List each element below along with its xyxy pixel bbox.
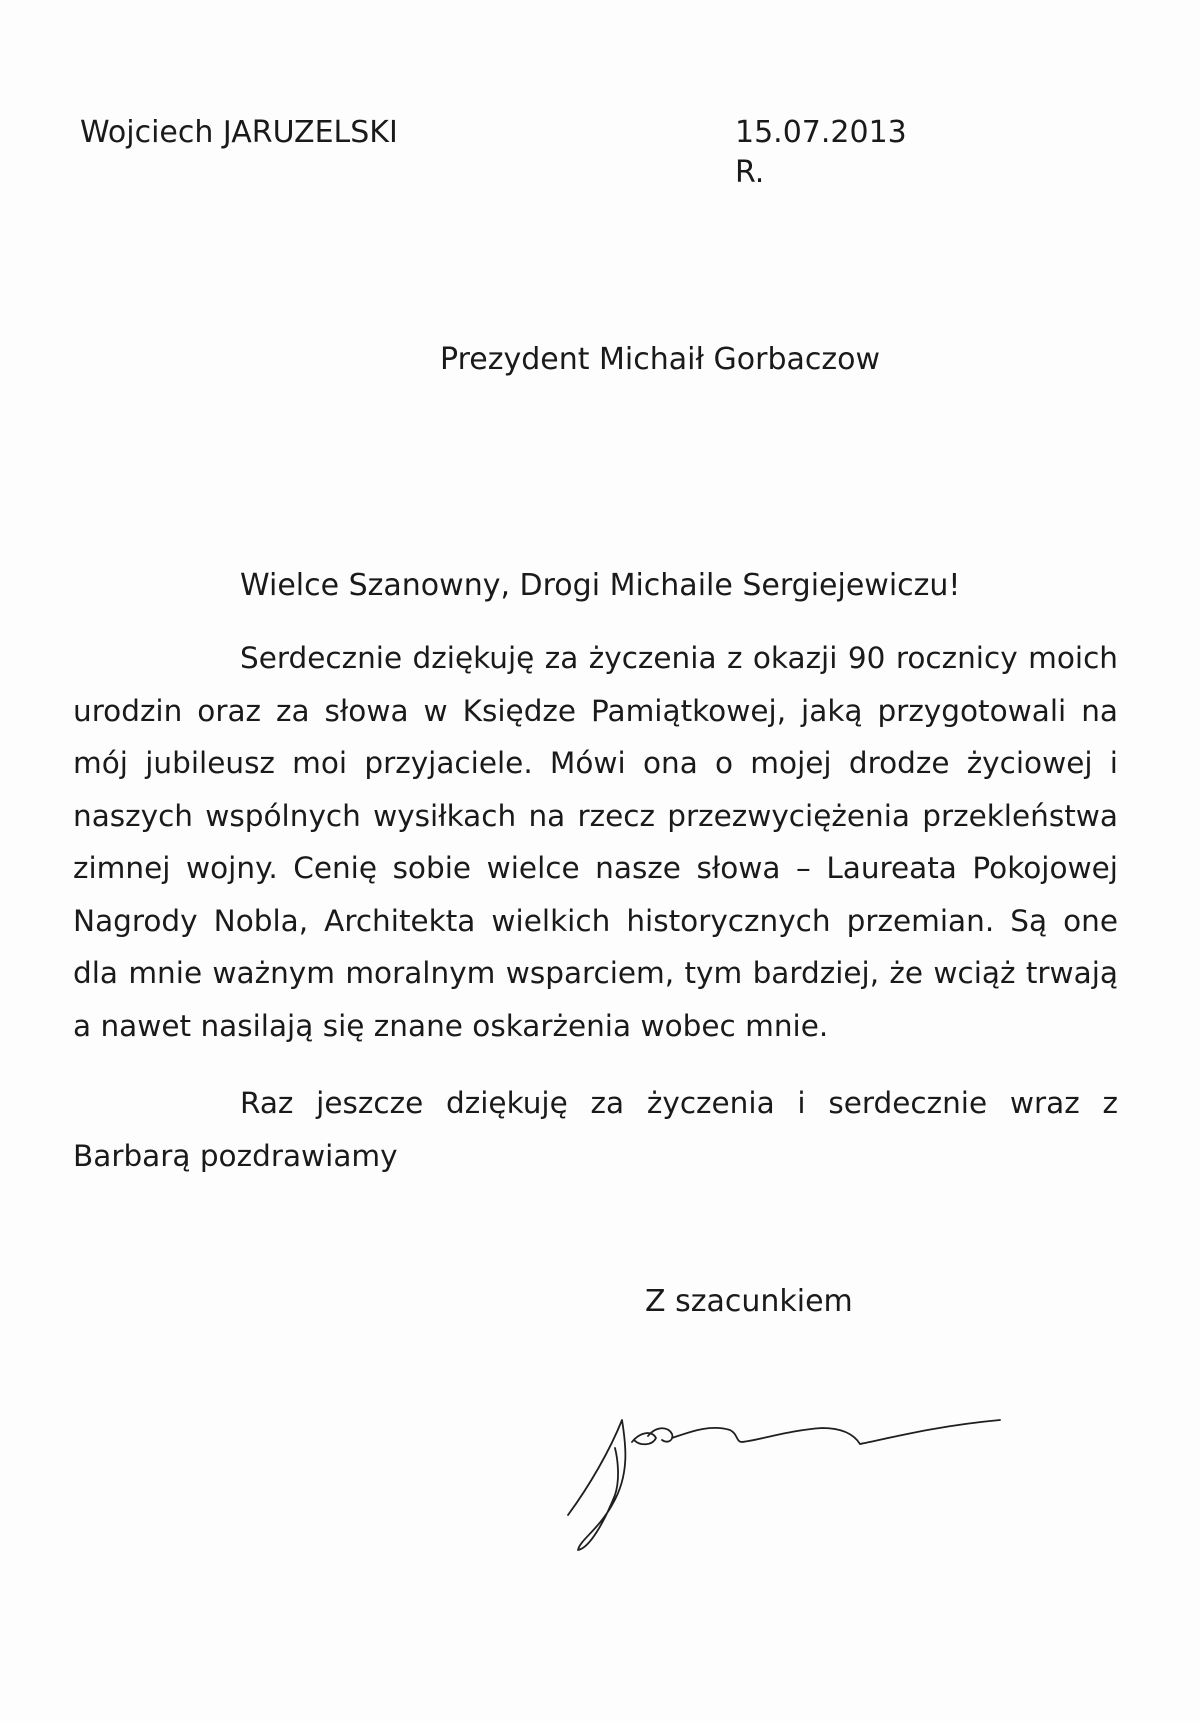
handwritten-signature (560, 1390, 1010, 1560)
sender-name: Wojciech JARUZELSKI (80, 115, 398, 150)
salutation: Wielce Szanowny, Drogi Michaile Sergiejewiczu! (240, 568, 961, 603)
paragraph-thanks: Serdecznie dziękuję za życzenia z okazji 90 rocznicy moich urodzin oraz za słowa w Księdze Pamiątkowej, jaką przygotowali na mój jubileusz moi przyjaciele. Mówi ona o mojej drodze życiowej i naszych wspólnych wysiłkach na rzecz przezwyciężenia przekleństwa zimnej wojny. Cenię sobie wielce nasze słowa – Laureata Pokojowej Nagrody Nobla, Architekta wielkich historycznych przemian. Są one dla mnie ważnym moralnym wsparciem, tym bardziej, że wciąż trwają a nawet nasilają się znane oskarżenia wobec mnie. (73, 641, 1118, 1043)
letter-date: 15.07.2013 R. (735, 115, 907, 190)
paragraph-greetings: Raz jeszcze dziękuję za życzenia i serdecznie wraz z Barbarą pozdrawiamy (73, 1086, 1118, 1173)
closing: Z szacunkiem (645, 1284, 853, 1319)
addressee: Prezydent Michaił Gorbaczow (440, 342, 881, 377)
